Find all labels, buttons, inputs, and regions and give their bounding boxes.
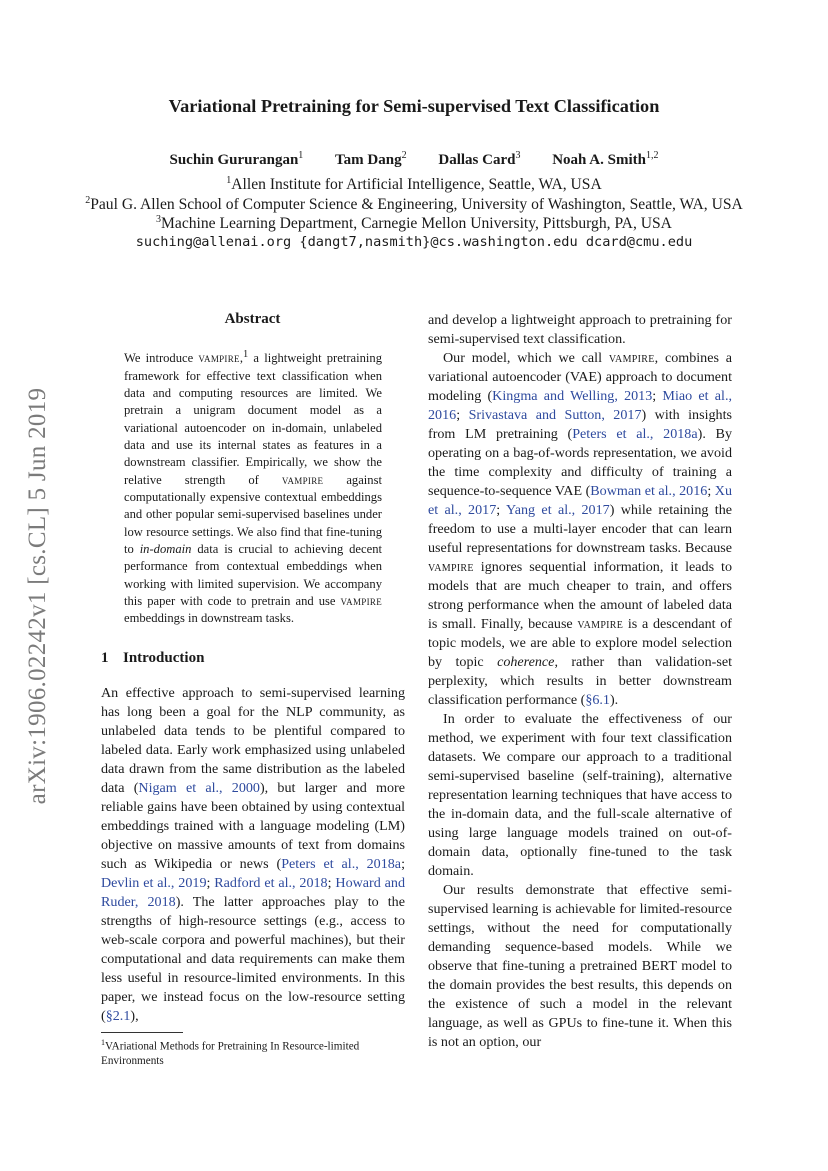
author: Suchin Gururangan$^1$: [169, 150, 304, 168]
citation-link[interactable]: Miao et al., 2016: [428, 388, 732, 423]
citation-link[interactable]: Peters et al., 2018a: [572, 426, 698, 442]
section-link[interactable]: §6.1: [585, 692, 610, 708]
paragraph: Our model, which we call vampire, combines a variational autoencoder (VAE) approach to document modeling (Kingma and Welling, 2013; Miao et al., 2016; Srivastava and Sutton, 2017) with insights from LM pretraining (Peters et al., 2018a). By operating on a bag-of-words representation, we avoid the time complexity and difficulty of training a sequence-to-sequence VAE (Bowman et al., 2016; Xu et al., 2017; Yang et al., 2017) while retaining the freedom to use a multi-layer encoder that can learn useful representations for downstream tasks. Because vampire ignores sequential information, it leads to models that are much cheaper to train, and offers strong performance when the amount of labeled data is small. Finally, because vampire is a descendant of topic models, we are able to explore model selection by topic coherence, rather than validation-set perplexity, which results in better downstream classification performance (§6.1).: [428, 350, 733, 708]
author-list: [0, 150, 828, 169]
paragraph: In order to evaluate the effectiveness of our method, we experiment with four text classification datasets. We compare our approach to a traditional semi-supervised baseline (self-training), alternative representation learning techniques that have access to the in-domain data, and the full-scale alternative of using large language models trained on out-of-domain data, optionally fine-tuned to the task domain.: [428, 711, 732, 879]
citation-link[interactable]: Bowman et al., 2016: [590, 483, 708, 499]
citation-link[interactable]: Devlin et al., 2019: [101, 875, 207, 891]
author-emails: suching@allenai.org {dangt7,nasmith}@cs.washington.edu dcard@cmu.edu: [135, 234, 693, 250]
abstract-heading: Abstract: [224, 311, 281, 327]
affiliation: $^2$Paul G. Allen School of Computer Science & Engineering, University of Washington, Seattle, WA, USA: [85, 195, 743, 214]
right-column-body: [428, 311, 732, 1052]
citation-link[interactable]: Radford et al., 2018: [214, 875, 328, 891]
citation-link[interactable]: Kingma and Welling, 2013: [492, 388, 653, 404]
introduction-body: [101, 684, 405, 1026]
footnote-divider: [101, 1032, 183, 1033]
citation-link[interactable]: Yang et al., 2017: [505, 502, 610, 518]
citation-link[interactable]: Howard and Ruder, 2018: [101, 875, 405, 910]
citation-link[interactable]: Nigam et al., 2000: [138, 780, 260, 796]
paper-title: Variational Pretraining for Semi-supervised Text Classification: [168, 96, 660, 116]
footnote-marker: 1: [243, 349, 249, 360]
affiliation: $^3$Machine Learning Department, Carnegie Mellon University, Pittsburgh, PA, USA: [156, 214, 672, 233]
footnote: $^1$VAriational Methods for Pretraining In Resource-limited Environments: [101, 1038, 360, 1068]
author: Tam Dang$^2$: [335, 150, 407, 168]
section-heading-introduction: 1 Introduction: [101, 650, 205, 666]
paragraph: and develop a lightweight approach to pretraining for semi-supervised text classification.: [428, 312, 732, 347]
arxiv-stamp-text: arXiv:1906.02242v1 [cs.CL] 5 Jun 2019: [24, 387, 51, 805]
paragraph: An effective approach to semi-supervised learning has long been a goal for the NLP community, as unlabeled data tends to be plentiful compared to labeled data. Early work emphasized using unlabeled data drawn from the same distribution as the labeled data (Nigam et al., 2000), but larger and more reliable gains have been obtained by using contextual embeddings trained with a language modeling (LM) objective on massive amounts of text from domains such as Wikipedia or news (Peters et al., 2018a; Devlin et al., 2019; Radford et al., 2018; Howard and Ruder, 2018). The latter approaches play to the strengths of high-resource settings (e.g., access to web-scale corpora and powerful machines), but their computational and data requirements can make them less useful in resource-limited environments. In this paper, we instead focus on the low-resource setting (§2.1),: [101, 685, 405, 1024]
author: Dallas Card$^3$: [438, 150, 521, 168]
paragraph: Our results demonstrate that effective semi-supervised learning is achievable for limited-resource settings, without the need for computationally demanding sequence-based models. While we observe that fine-tuning a pretrained BERT model to the domain provides the best results, this depends on the existence of such a model in the relevant language, as well as GPUs to fine-tune it. When this is not an option, our: [428, 882, 732, 1050]
section-link[interactable]: §2.1: [105, 1008, 131, 1024]
arxiv-stamp: [18, 376, 58, 816]
abstract-body: We introduce vampire,$^1$ a lightweight pretraining framework for effective text classification when data and computing resources are limited. We pretrain a unigram document model as a variational autoencoder on in-domain, unlabeled data and use its internal states as features in a downstream classifier. Empirically, we show the relative strength of vampire against computationally expensive contextual embeddings and other popular semi-supervised baselines under low resource settings. We also find that fine-tuning to in-domain data is crucial to achieving decent performance from contextual embeddings when working with limited supervision. We accompany this paper with code to pretrain and use vampire embeddings in downstream tasks.: [124, 349, 382, 626]
citation-link[interactable]: Srivastava and Sutton, 2017: [468, 407, 642, 423]
affiliation: $^1$Allen Institute for Artificial Intelligence, Seattle, WA, USA: [226, 175, 602, 194]
citation-link[interactable]: Peters et al., 2018a: [281, 856, 402, 872]
citation-link[interactable]: Xu et al., 2017: [428, 483, 733, 518]
author: Noah A. Smith$^{1,2}$: [552, 150, 659, 168]
